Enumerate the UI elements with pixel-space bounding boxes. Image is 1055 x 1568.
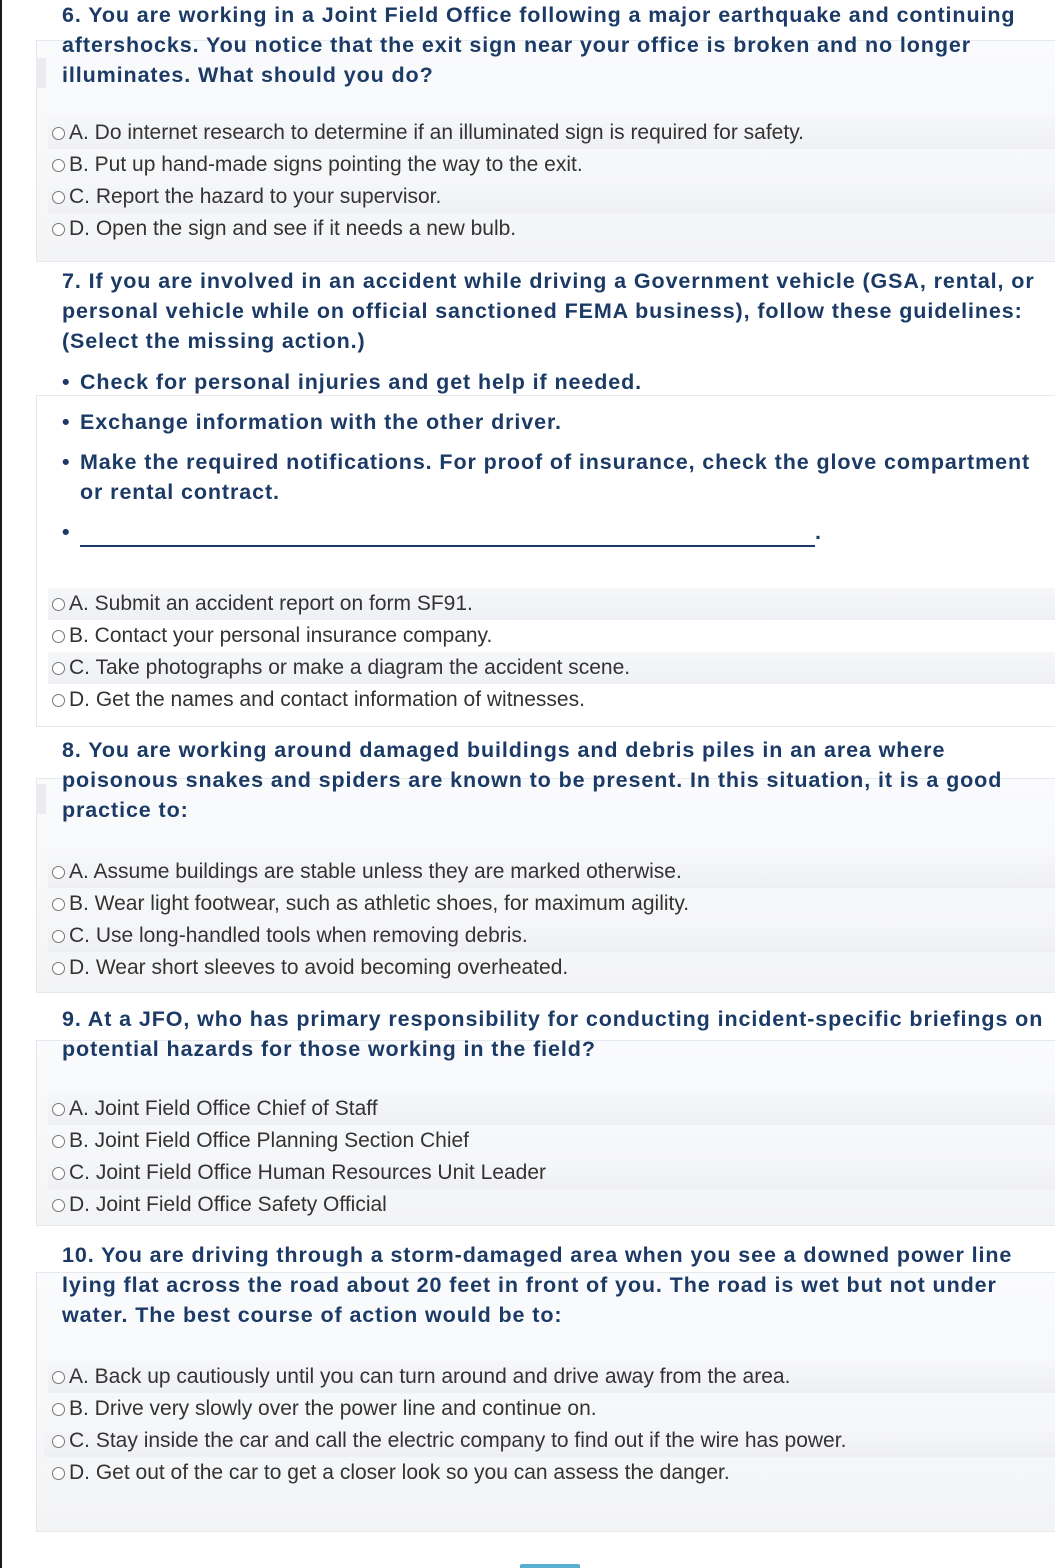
option-8c[interactable] <box>48 920 1055 952</box>
option-label: C. Joint Field Office Human Resources Unit Leader <box>69 1161 546 1184</box>
option-8d[interactable] <box>48 952 1055 984</box>
radio-icon[interactable] <box>52 1403 65 1416</box>
radio-icon[interactable] <box>52 127 65 140</box>
radio-icon[interactable] <box>52 1199 65 1212</box>
option-label: B. Contact your personal insurance company. <box>69 624 493 647</box>
option-10a[interactable] <box>48 1361 1055 1393</box>
radio-icon[interactable] <box>52 1167 65 1180</box>
option-label: A. Back up cautiously until you can turn around and drive away from the area. <box>69 1365 791 1388</box>
option-6b[interactable] <box>48 149 1055 181</box>
question-9-text: 9. At a JFO, who has primary responsibility for conducting incident-specific briefings on potential hazards for those working in the field? <box>62 1007 1044 1061</box>
window-left-edge <box>0 0 2 1568</box>
radio-icon[interactable] <box>52 191 65 204</box>
option-label: B. Wear light footwear, such as athletic shoes, for maximum agility. <box>69 892 690 915</box>
option-label: A. Assume buildings are stable unless they are marked otherwise. <box>69 860 682 883</box>
radio-icon[interactable] <box>52 1103 65 1116</box>
option-10c[interactable] <box>44 1425 1055 1457</box>
radio-icon[interactable] <box>52 598 65 611</box>
option-9d[interactable] <box>48 1189 1055 1221</box>
question-9-options <box>48 1093 1055 1221</box>
guideline-item: • Make the required notifications. For proof of insurance, check the glove compartment or rental contract. <box>62 447 1047 507</box>
option-6a[interactable] <box>48 117 1055 149</box>
radio-icon[interactable] <box>52 630 65 643</box>
option-7a[interactable] <box>48 588 1055 620</box>
option-10b[interactable] <box>48 1393 1055 1425</box>
guideline-item: • Check for personal injuries and get help if needed. <box>62 367 1047 397</box>
option-label: C. Stay inside the car and call the electric company to find out if the wire has power. <box>69 1429 847 1452</box>
option-7b[interactable] <box>48 620 1055 652</box>
radio-icon[interactable] <box>52 694 65 707</box>
option-label: A. Joint Field Office Chief of Staff <box>69 1097 378 1120</box>
guideline-blank-item <box>62 517 1047 547</box>
radio-icon[interactable] <box>52 1435 65 1448</box>
radio-icon[interactable] <box>52 1371 65 1384</box>
option-label: C. Use long-handled tools when removing debris. <box>69 924 528 947</box>
radio-icon[interactable] <box>52 962 65 975</box>
question-10-options <box>48 1361 1055 1489</box>
option-10d[interactable] <box>48 1457 1055 1489</box>
radio-icon[interactable] <box>52 159 65 172</box>
next-button-edge[interactable] <box>520 1564 580 1568</box>
question-10-text: 10. You are driving through a storm-damaged area when you see a downed power line lying flat across the road about 20 feet in front of you. The road is wet but not under water. The best course of action would be to: <box>62 1243 1013 1327</box>
radio-icon[interactable] <box>52 1467 65 1480</box>
radio-icon[interactable] <box>52 898 65 911</box>
option-label: A. Submit an accident report on form SF91. <box>69 592 473 615</box>
question-6-text: 6. You are working in a Joint Field Office following a major earthquake and continuing aftershocks. You notice that the exit sign near your office is broken and no longer illuminates. What should you do? <box>62 3 1016 87</box>
guideline-item: • Exchange information with the other driver. <box>62 407 1047 437</box>
option-label: A. Do internet research to determine if an illuminated sign is required for safety. <box>69 121 804 144</box>
option-6d[interactable] <box>48 213 1055 245</box>
option-6c[interactable] <box>48 181 1055 213</box>
question-7-options <box>48 588 1055 716</box>
radio-icon[interactable] <box>52 866 65 879</box>
question-7-guidelines <box>62 367 1047 557</box>
option-8a[interactable] <box>48 856 1055 888</box>
option-label: B. Joint Field Office Planning Section Chief <box>69 1129 469 1152</box>
option-label: D. Wear short sleeves to avoid becoming overheated. <box>69 956 569 979</box>
option-label: C. Take photographs or make a diagram the accident scene. <box>69 656 631 679</box>
option-label: D. Get the names and contact information of witnesses. <box>69 688 585 711</box>
option-label: B. Put up hand-made signs pointing the way to the exit. <box>69 153 583 176</box>
card-tab <box>36 784 46 814</box>
option-label: C. Report the hazard to your supervisor. <box>69 185 442 208</box>
radio-icon[interactable] <box>52 223 65 236</box>
option-7c[interactable] <box>48 652 1055 684</box>
fill-in-blank-line <box>80 523 815 547</box>
option-label: D. Get out of the car to get a closer look so you can assess the danger. <box>69 1461 730 1484</box>
option-label: D. Open the sign and see if it needs a new bulb. <box>69 217 517 240</box>
option-9a[interactable] <box>48 1093 1055 1125</box>
question-8-options <box>48 856 1055 984</box>
radio-icon[interactable] <box>52 1135 65 1148</box>
option-label: B. Drive very slowly over the power line and continue on. <box>69 1397 597 1420</box>
option-label: D. Joint Field Office Safety Official <box>69 1193 387 1216</box>
option-7d[interactable] <box>48 684 1055 716</box>
option-8b[interactable] <box>48 888 1055 920</box>
radio-icon[interactable] <box>52 930 65 943</box>
blank-period: . <box>815 520 822 544</box>
option-9b[interactable] <box>48 1125 1055 1157</box>
radio-icon[interactable] <box>52 662 65 675</box>
question-6-options <box>48 117 1055 245</box>
question-8-text: 8. You are working around damaged buildings and debris piles in an area where poisonous snakes and spiders are known to be present. In this situation, it is a good practice to: <box>62 738 1003 822</box>
option-9c[interactable] <box>48 1157 1055 1189</box>
question-7-text: 7. If you are involved in an accident while driving a Government vehicle (GSA, rental, or personal vehicle while on official sanctioned FEMA business), follow these guidelines: (Select the missing action.) <box>62 269 1035 353</box>
card-tab <box>36 58 46 88</box>
